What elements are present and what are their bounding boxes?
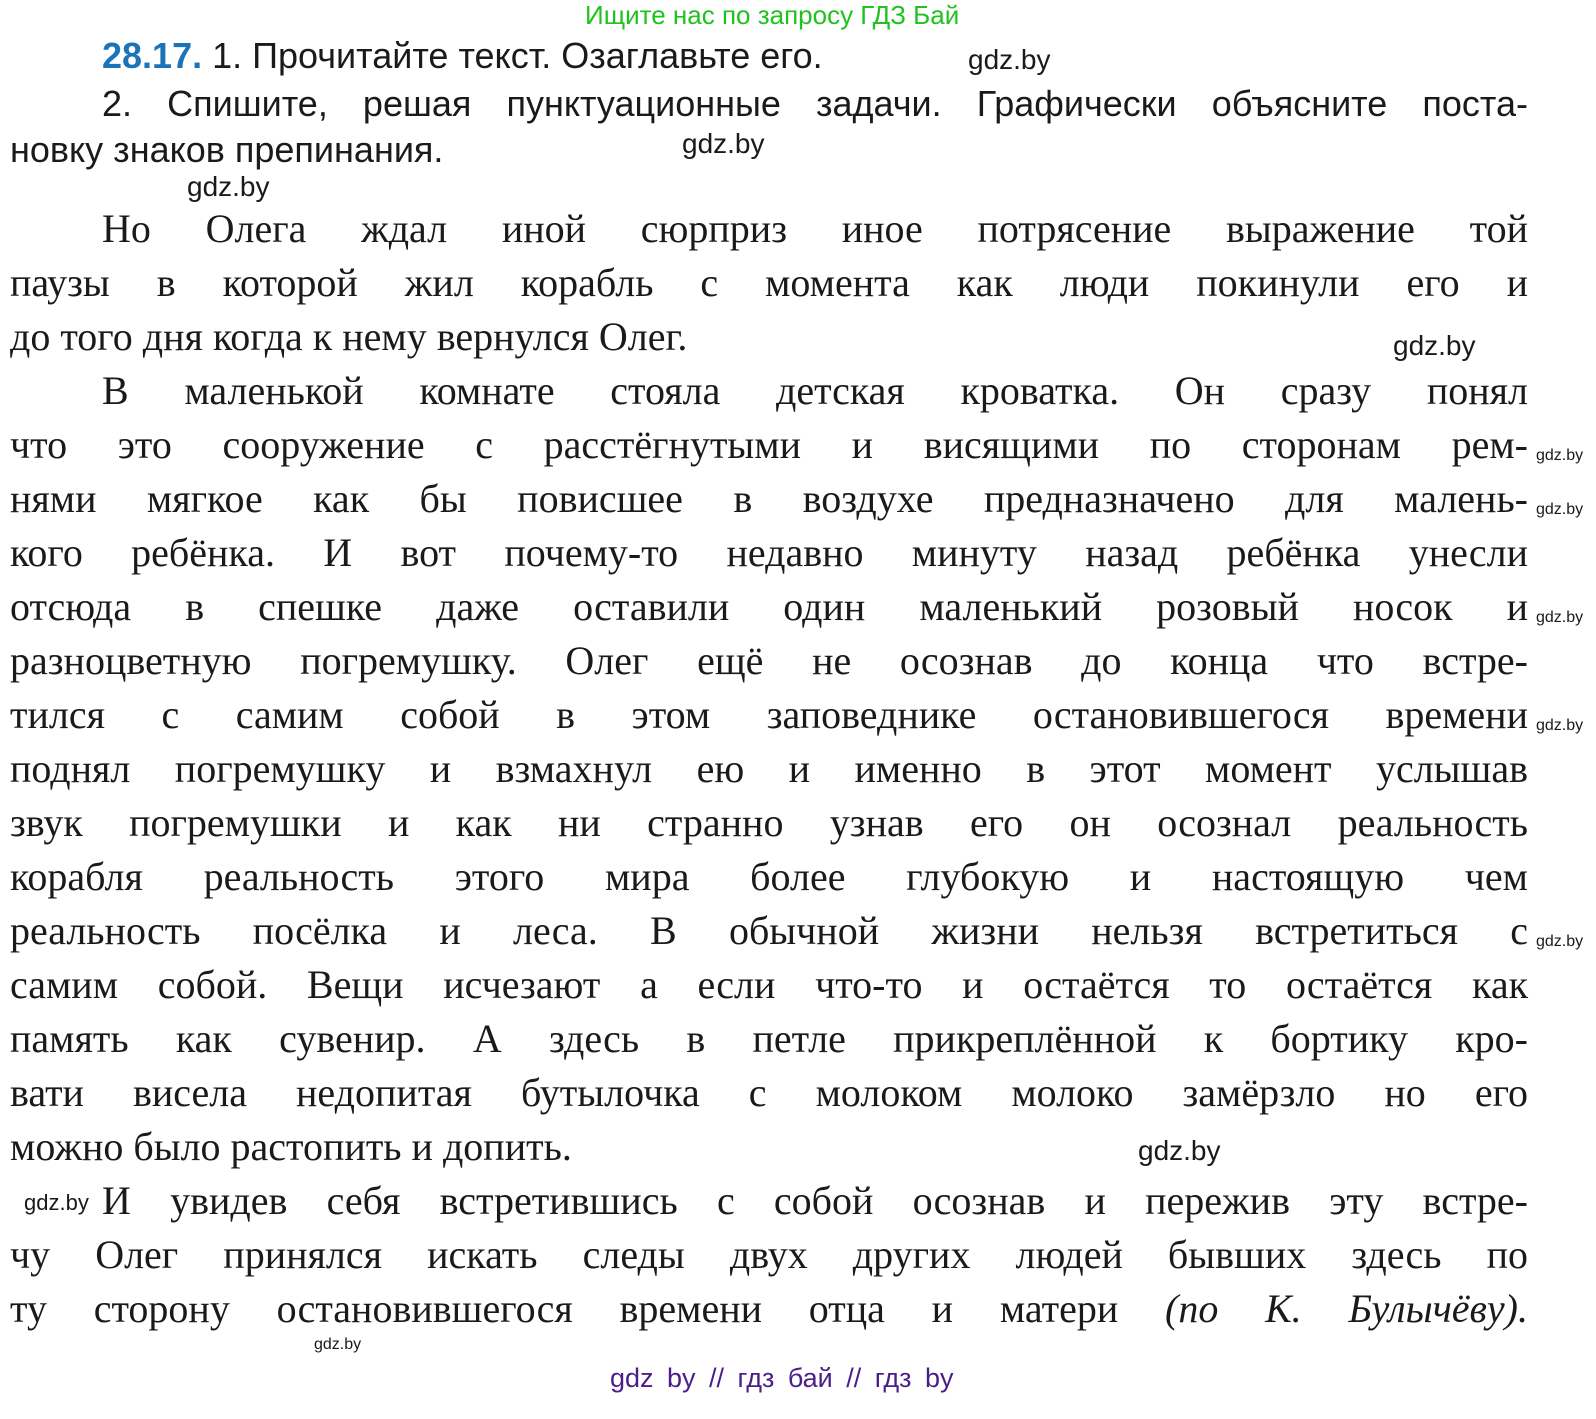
text-line: реальность посёлка и леса. В обычной жизни нельзя встретиться с xyxy=(10,908,1528,953)
text-line: паузы в которой жил корабль с момента как люди покинули его и xyxy=(10,260,1528,305)
watermark: gdz.by xyxy=(1393,330,1476,361)
text-line: вати висела недопитая бутылочка с молоком молоко замёрзло но его xyxy=(10,1070,1528,1115)
watermark: gdz.by xyxy=(187,171,270,202)
task-item-2: 2. Спишите, решая пунктуационные задачи. Графически объясните поста- xyxy=(102,83,1528,124)
text-line: можно было растопить и допить. xyxy=(10,1124,572,1169)
task-item-1: 1. Прочитайте текст. Озаглавьте его. xyxy=(212,35,823,76)
text-line: И увидев себя встретившись с собой осознав и пережив эту встре- xyxy=(102,1178,1528,1223)
watermark: gdz.by xyxy=(1138,1135,1221,1166)
text-line: память как сувенир. А здесь в петле прикреплённой к бортику кро- xyxy=(10,1016,1528,1061)
watermark: gdz.by xyxy=(314,1336,362,1353)
text-line: отсюда в спешке даже оставили один маленький розовый носок и xyxy=(10,584,1528,629)
watermark: gdz.by xyxy=(1536,933,1584,950)
text-line: нями мягкое как бы повисшее в воздухе предназначено для малень- xyxy=(10,476,1528,521)
text-line: самим собой. Вещи исчезают а если что-то и остаётся то остаётся как xyxy=(10,962,1528,1007)
text-line: Но Олега ждал иной сюрприз иное потрясение выражение той xyxy=(102,206,1528,251)
text-line: разноцветную погремушку. Олег ещё не осознав до конца что встре- xyxy=(10,638,1528,683)
text-line: В маленькой комнате стояла детская кроватка. Он сразу понял xyxy=(102,368,1528,413)
watermark: gdz.by xyxy=(1536,609,1584,626)
bottom-watermark: gdz by // гдз бай // гдз by xyxy=(610,1363,954,1393)
text-line: корабля реальность этого мира более глубокую и настоящую чем xyxy=(10,854,1528,899)
watermark: gdz.by xyxy=(1536,501,1584,518)
watermark: gdz.by xyxy=(968,44,1051,75)
text-line: кого ребёнка. И вот почему-то недавно минуту назад ребёнка унесли xyxy=(10,530,1528,575)
task-heading xyxy=(102,36,823,76)
text-line: до того дня когда к нему вернулся Олег. xyxy=(10,314,688,359)
top-watermark: Ищите нас по запросу ГДЗ Бай xyxy=(585,0,960,30)
text-line: поднял погремушку и взмахнул ею и именно в этот момент услышав xyxy=(10,746,1528,791)
task-item-2-cont: новку знаков препинания. xyxy=(10,129,444,170)
attribution: (по К. Булычёву). xyxy=(1165,1286,1528,1331)
watermark: gdz.by xyxy=(1536,717,1584,734)
text-line: чу Олег принялся искать следы двух других людей бывших здесь по xyxy=(10,1232,1528,1277)
watermark: gdz.by xyxy=(682,128,765,159)
task-number: 28.17. xyxy=(102,35,203,76)
text-line-content: ту сторону остановившегося времени отца и матери xyxy=(10,1286,1119,1331)
watermark: gdz.by xyxy=(24,1190,89,1215)
watermark: gdz.by xyxy=(1536,447,1584,464)
text-line-last xyxy=(10,1287,1528,1331)
text-line: звук погремушки и как ни странно узнав его он осознал реальность xyxy=(10,800,1528,845)
text-line: что это сооружение с расстёгнутыми и висящими по сторонам рем- xyxy=(10,422,1528,467)
text-line: тился с самим собой в этом заповеднике остановившегося времени xyxy=(10,692,1528,737)
